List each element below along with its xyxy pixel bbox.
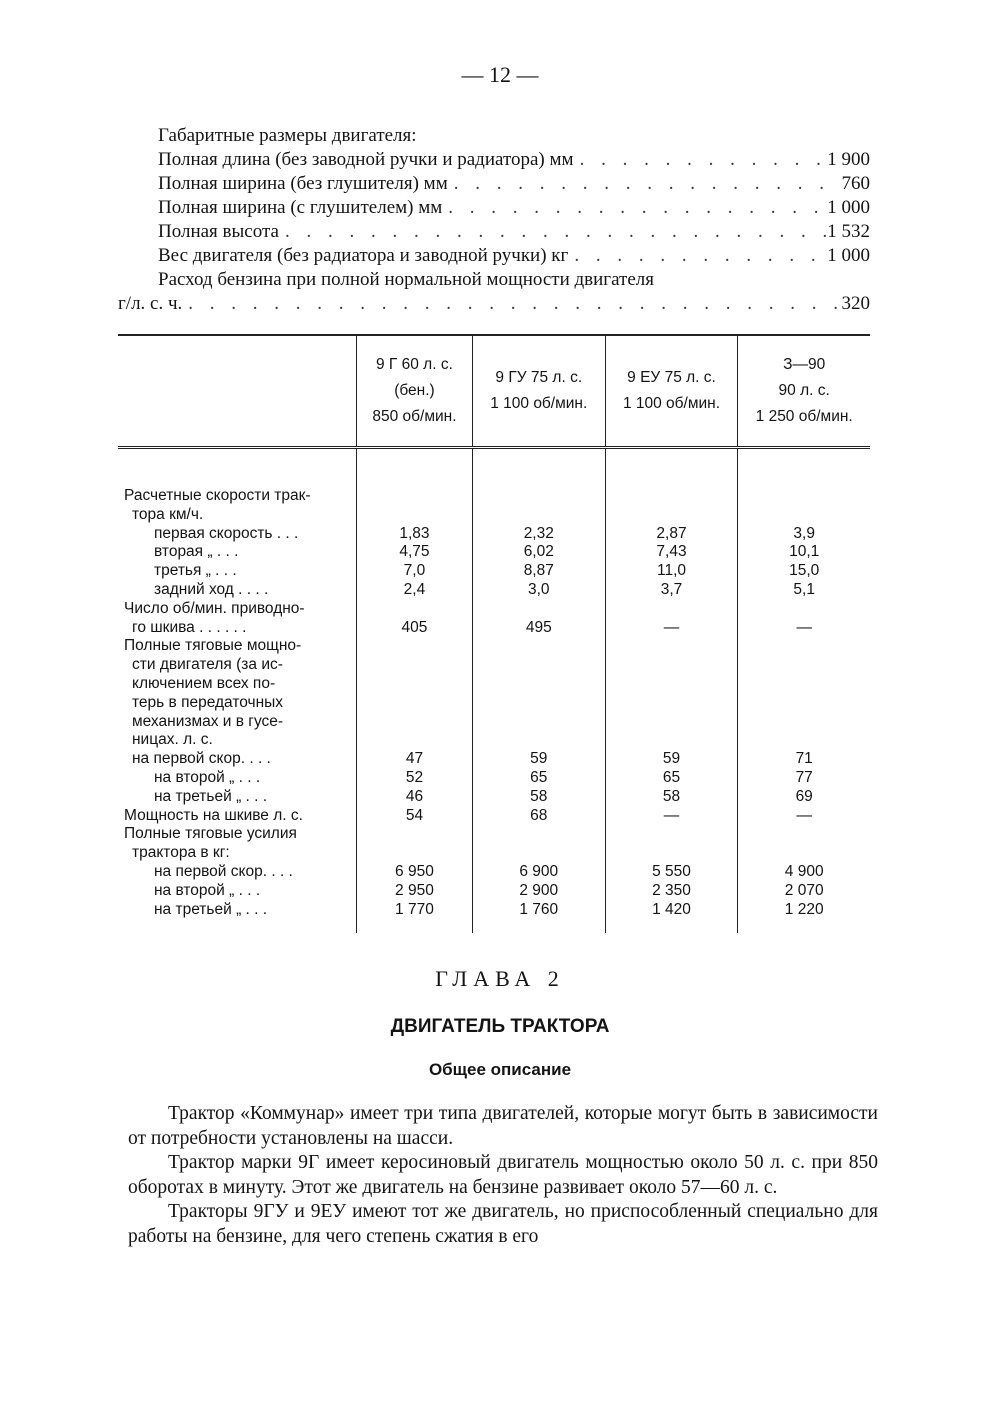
cell: 15,0	[738, 562, 870, 581]
cell: 1 220	[738, 901, 870, 934]
cell: 59	[472, 750, 605, 769]
cell: 4,75	[357, 543, 473, 562]
fuel-consumption-row	[118, 268, 870, 292]
dimension-row	[118, 172, 870, 196]
dimensions-title: Габаритные размеры двигателя:	[158, 125, 417, 146]
row-label: ключением всех по-	[132, 674, 276, 692]
table-row	[118, 713, 870, 732]
cell: 1 770	[357, 901, 473, 934]
dimension-label: Полная высота	[158, 221, 279, 242]
cell: 47	[357, 750, 473, 769]
subsection-title: Общее описание	[428, 1060, 572, 1079]
cell: 69	[738, 788, 870, 807]
cell	[472, 487, 605, 506]
cell: 54	[357, 807, 473, 826]
cell	[605, 694, 738, 713]
cell: 3,9	[738, 525, 870, 544]
cell: —	[605, 619, 738, 638]
cell: 68	[472, 807, 605, 826]
cell	[605, 844, 738, 863]
cell: 8,87	[472, 562, 605, 581]
cell	[738, 713, 870, 732]
paragraph: Трактор марки 9Г имеет керосиновый двигатель мощностью около 50 л. с. при 850 оборотах в минуту. Этот же двигатель на бензине развивает около 57—60 л. с.	[128, 1152, 878, 1198]
dimension-row	[118, 196, 870, 220]
fuel-consumption-value: 320	[841, 293, 870, 314]
table-row	[118, 750, 870, 769]
cell: 4 900	[738, 863, 870, 882]
row-label: го шкива . . . . . .	[132, 618, 247, 636]
cell: 495	[472, 619, 605, 638]
cell	[472, 844, 605, 863]
cell	[738, 825, 870, 844]
header-line: 1 100 об/мин.	[622, 395, 721, 412]
cell	[738, 694, 870, 713]
cell	[357, 656, 473, 675]
table-row	[118, 656, 870, 675]
header-line: 1 100 об/мин.	[490, 395, 588, 412]
cell	[605, 731, 738, 750]
cell: 405	[357, 619, 473, 638]
cell	[605, 506, 738, 525]
row-label: на второй „ . . .	[154, 768, 261, 786]
row-label: третья „ . . .	[154, 562, 237, 580]
cell: 2,32	[472, 525, 605, 544]
table-row	[118, 825, 870, 844]
cell: 2,4	[357, 581, 473, 600]
cell: 52	[357, 769, 473, 788]
cell: 6,02	[472, 543, 605, 562]
table-row	[118, 675, 870, 694]
dimension-label: Полная ширина (с глушителем) мм	[158, 197, 443, 218]
row-label: Полные тяговые мощно-	[124, 637, 302, 655]
body-text	[128, 1102, 878, 1249]
dimension-value: 760	[841, 173, 870, 194]
cell: 6 900	[472, 863, 605, 882]
fuel-consumption-unit: г/л. с. ч.	[118, 293, 183, 314]
cell: 65	[605, 769, 738, 788]
cell: 2,87	[605, 525, 738, 544]
cell	[605, 825, 738, 844]
leader-dots	[568, 244, 827, 268]
cell: 2 900	[472, 882, 605, 901]
cell	[357, 675, 473, 694]
cell	[472, 731, 605, 750]
cell: 71	[738, 750, 870, 769]
cell: —	[605, 807, 738, 826]
table-row	[118, 487, 870, 506]
fuel-consumption-row-continued	[118, 292, 870, 316]
cell	[472, 656, 605, 675]
page-number: — 12 —	[461, 62, 539, 87]
row-label: на второй „ . . .	[154, 881, 261, 899]
cell: —	[738, 619, 870, 638]
row-label: ницах. л. с.	[132, 731, 213, 749]
row-label: Расчетные скорости трак-	[124, 487, 311, 504]
cell	[357, 694, 473, 713]
header-z90	[738, 335, 870, 448]
cell: 10,1	[738, 543, 870, 562]
table-row	[118, 637, 870, 656]
cell	[738, 637, 870, 656]
cell	[605, 656, 738, 675]
row-label: вторая „ . . .	[154, 543, 239, 561]
header-9g	[357, 335, 473, 448]
cell: 2 350	[605, 882, 738, 901]
table-row	[118, 581, 870, 600]
row-label: механизмах и в гусе-	[132, 712, 284, 730]
cell	[605, 487, 738, 506]
table-row	[118, 863, 870, 882]
cell	[472, 694, 605, 713]
cell	[357, 637, 473, 656]
header-line: 9 ГУ 75 л. с.	[495, 369, 583, 386]
cell: 1 760	[472, 901, 605, 934]
header-line: 9 Г 60 л. с.	[376, 356, 453, 373]
row-label: Число об/мин. приводно-	[124, 599, 305, 617]
header-9gu	[472, 335, 605, 448]
leader-dots	[448, 172, 842, 196]
cell	[605, 713, 738, 732]
cell	[357, 844, 473, 863]
table-row	[118, 769, 870, 788]
cell: 58	[472, 788, 605, 807]
table-row	[118, 901, 870, 934]
cell	[472, 825, 605, 844]
cell	[605, 600, 738, 619]
cell: 7,0	[357, 562, 473, 581]
header-line: 9 ЕУ 75 л. с.	[627, 369, 716, 386]
tractor-spec-table	[118, 334, 870, 933]
table-row	[118, 788, 870, 807]
cell	[472, 713, 605, 732]
row-label: на первой скор. . . .	[154, 862, 293, 880]
cell	[472, 637, 605, 656]
cell	[605, 637, 738, 656]
table-row	[118, 619, 870, 638]
table-row	[118, 562, 870, 581]
cell	[472, 506, 605, 525]
cell	[738, 506, 870, 525]
row-label: на первой скор. . . .	[132, 750, 271, 768]
cell	[738, 487, 870, 506]
engine-dimensions	[118, 124, 870, 316]
table-header-row	[118, 335, 870, 448]
cell: —	[738, 807, 870, 826]
table-row	[118, 694, 870, 713]
cell: 65	[472, 769, 605, 788]
header-stub	[118, 335, 357, 448]
dimension-value: 1 900	[827, 149, 870, 170]
header-line: (бен.)	[394, 382, 435, 399]
dimension-row	[118, 244, 870, 268]
cell: 1,83	[357, 525, 473, 544]
row-label: на третьей „ . . .	[154, 900, 268, 918]
row-label: тора км/ч.	[132, 505, 204, 523]
table-row	[118, 807, 870, 826]
cell: 6 950	[357, 863, 473, 882]
dimension-value: 1 000	[827, 197, 870, 218]
leader-dots	[279, 220, 827, 244]
row-label: терь в передаточных	[132, 693, 284, 711]
dimension-label: Вес двигателя (без радиатора и заводной ручки) кг	[158, 245, 569, 266]
header-9eu	[605, 335, 738, 448]
cell	[357, 506, 473, 525]
row-label: сти двигателя (за ис-	[132, 656, 283, 674]
row-label: Мощность на шкиве л. с.	[124, 806, 303, 824]
dimension-row	[118, 220, 870, 244]
cell: 58	[605, 788, 738, 807]
cell	[738, 675, 870, 694]
cell: 2 950	[357, 882, 473, 901]
cell	[357, 731, 473, 750]
leader-dots	[182, 292, 841, 316]
table-row	[118, 731, 870, 750]
row-label: первая скорость . . .	[154, 524, 299, 542]
cell: 77	[738, 769, 870, 788]
table-spacer-row	[118, 448, 870, 488]
header-line: 1 250 об/мин.	[755, 408, 853, 425]
row-label: на третьей „ . . .	[154, 787, 268, 805]
dimension-label: Полная длина (без заводной ручки и радиатора) мм	[158, 149, 574, 170]
row-label: Полные тяговые усилия	[124, 825, 297, 843]
table-row	[118, 882, 870, 901]
cell	[357, 713, 473, 732]
cell: 11,0	[605, 562, 738, 581]
row-label: задний ход . . . .	[154, 580, 269, 598]
cell	[605, 675, 738, 694]
table-row	[118, 525, 870, 544]
row-label: трактора в кг:	[132, 844, 230, 862]
cell	[472, 600, 605, 619]
dimension-row	[118, 148, 870, 172]
dimension-label: Полная ширина (без глушителя) мм	[158, 173, 448, 194]
chapter-heading: ГЛАВА 2	[435, 966, 565, 991]
cell: 46	[357, 788, 473, 807]
cell	[357, 487, 473, 506]
cell: 3,0	[472, 581, 605, 600]
table-row	[118, 543, 870, 562]
fuel-consumption-label: Расход бензина при полной нормальной мощности двигателя	[158, 269, 654, 290]
header-line: 90 л. с.	[778, 382, 830, 399]
cell	[357, 600, 473, 619]
cell: 5,1	[738, 581, 870, 600]
dimension-value: 1 532	[827, 221, 870, 242]
leader-dots	[442, 196, 827, 220]
cell	[357, 825, 473, 844]
paragraph: Тракторы 9ГУ и 9ЕУ имеют тот же двигатель, но приспособленный специально для работы на бензине, для чего степень сжатия в его	[128, 1201, 878, 1247]
cell: 2 070	[738, 882, 870, 901]
header-line: 850 об/мин.	[372, 408, 457, 425]
cell: 7,43	[605, 543, 738, 562]
leader-dots	[574, 148, 828, 172]
cell: 59	[605, 750, 738, 769]
cell	[738, 656, 870, 675]
header-line: З—90	[783, 356, 826, 373]
cell	[738, 731, 870, 750]
paragraph: Трактор «Коммунар» имеет три типа двигателей, которые могут быть в зависимости от потребности установлены на шасси.	[128, 1103, 878, 1149]
cell	[472, 675, 605, 694]
table-row	[118, 600, 870, 619]
dimension-value: 1 000	[827, 245, 870, 266]
cell: 3,7	[605, 581, 738, 600]
cell	[738, 844, 870, 863]
cell	[738, 600, 870, 619]
table-row	[118, 506, 870, 525]
cell: 5 550	[605, 863, 738, 882]
cell: 1 420	[605, 901, 738, 934]
section-title: ДВИГАТЕЛЬ ТРАКТОРА	[390, 1016, 610, 1037]
table-row	[118, 844, 870, 863]
